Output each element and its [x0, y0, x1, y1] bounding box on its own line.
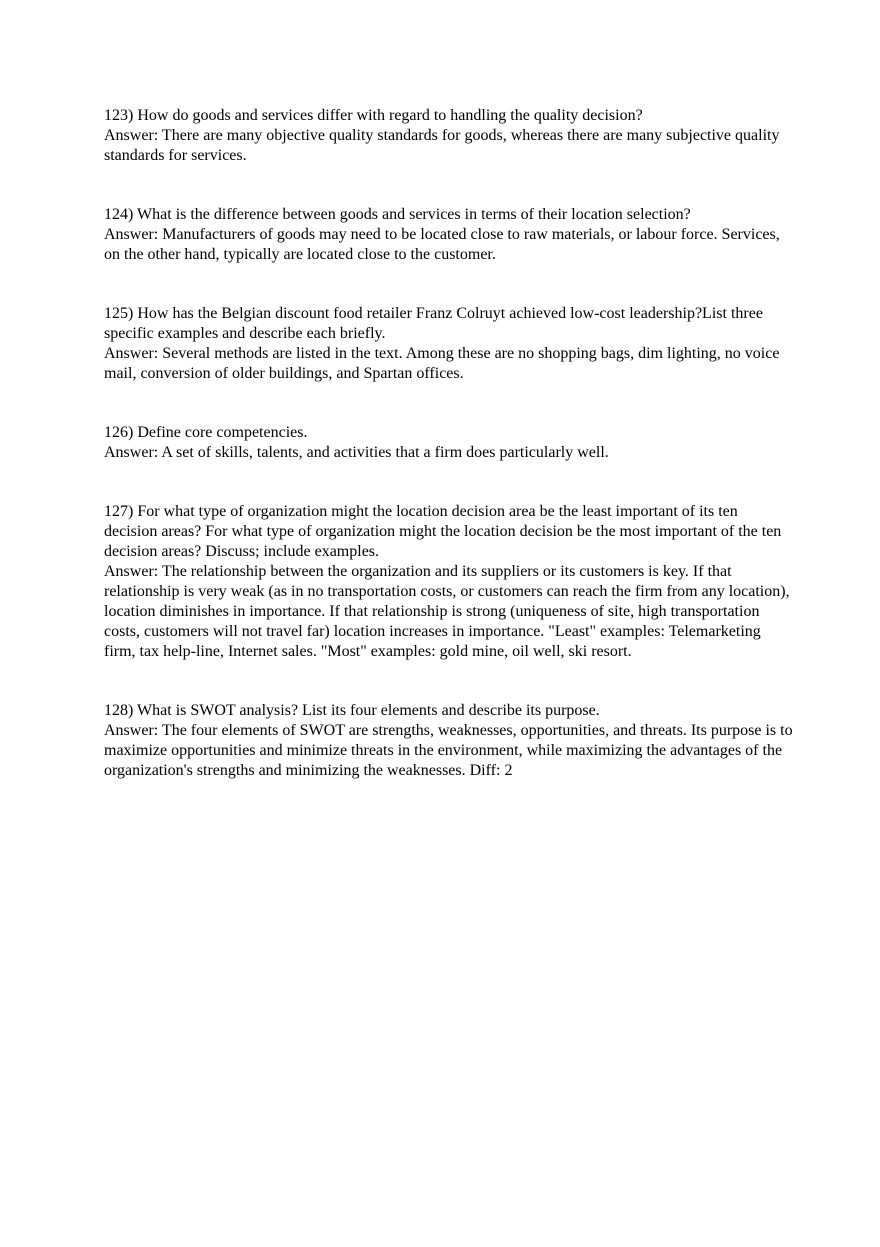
- answer-text: Answer: A set of skills, talents, and activities that a firm does particularly well.: [104, 444, 609, 461]
- question-answer-list: [104, 106, 794, 820]
- question-text: 126) Define core competencies.: [104, 424, 308, 441]
- answer-text: Answer: Several methods are listed in the text. Among these are no shopping bags, dim lighting, no voice mail, conversion of older buildings, and Spartan offices.: [104, 345, 780, 382]
- question-text: 124) What is the difference between goods and services in terms of their location selection?: [104, 206, 691, 223]
- question-text: 127) For what type of organization might the location decision area be the least important of its ten decision areas? For what type of organization might the location decision be the most important of the ten decision areas? Discuss; include examples.: [104, 503, 782, 560]
- question-text: 128) What is SWOT analysis? List its four elements and describe its purpose.: [104, 702, 600, 719]
- question-text: 123) How do goods and services differ with regard to handling the quality decision?: [104, 107, 643, 124]
- qa-item-123: [104, 106, 794, 166]
- question-text: 125) How has the Belgian discount food retailer Franz Colruyt achieved low-cost leadership?List three specific examples and describe each briefly.: [104, 305, 763, 342]
- qa-item-125: [104, 304, 794, 384]
- answer-text: Answer: The relationship between the organization and its suppliers or its customers is key. If that relationship is very weak (as in no transportation costs, or customers can reach the firm from any location), location diminishes in importance. If that relationship is strong (uniqueness of site, high transportation costs, customers will not travel far) location increases in importance. "Least" examples: Telemarketing firm, tax help-line, Internet sales. "Most" examples: gold mine, oil well, ski resort.: [104, 563, 790, 660]
- answer-text: Answer: There are many objective quality standards for goods, whereas there are many subjective quality standards for services.: [104, 127, 780, 164]
- qa-item-127: [104, 502, 794, 662]
- qa-item-124: [104, 205, 794, 265]
- qa-item-126: [104, 423, 794, 463]
- answer-text: Answer: Manufacturers of goods may need to be located close to raw materials, or labour force. Services, on the other hand, typically are located close to the customer.: [104, 226, 780, 263]
- qa-item-128: [104, 701, 794, 781]
- answer-text: Answer: The four elements of SWOT are strengths, weaknesses, opportunities, and threats. Its purpose is to maximize opportunities and minimize threats in the environment, while maximizing the advantages of the organization's strengths and minimizing the weaknesses. Diff: 2: [104, 722, 793, 779]
